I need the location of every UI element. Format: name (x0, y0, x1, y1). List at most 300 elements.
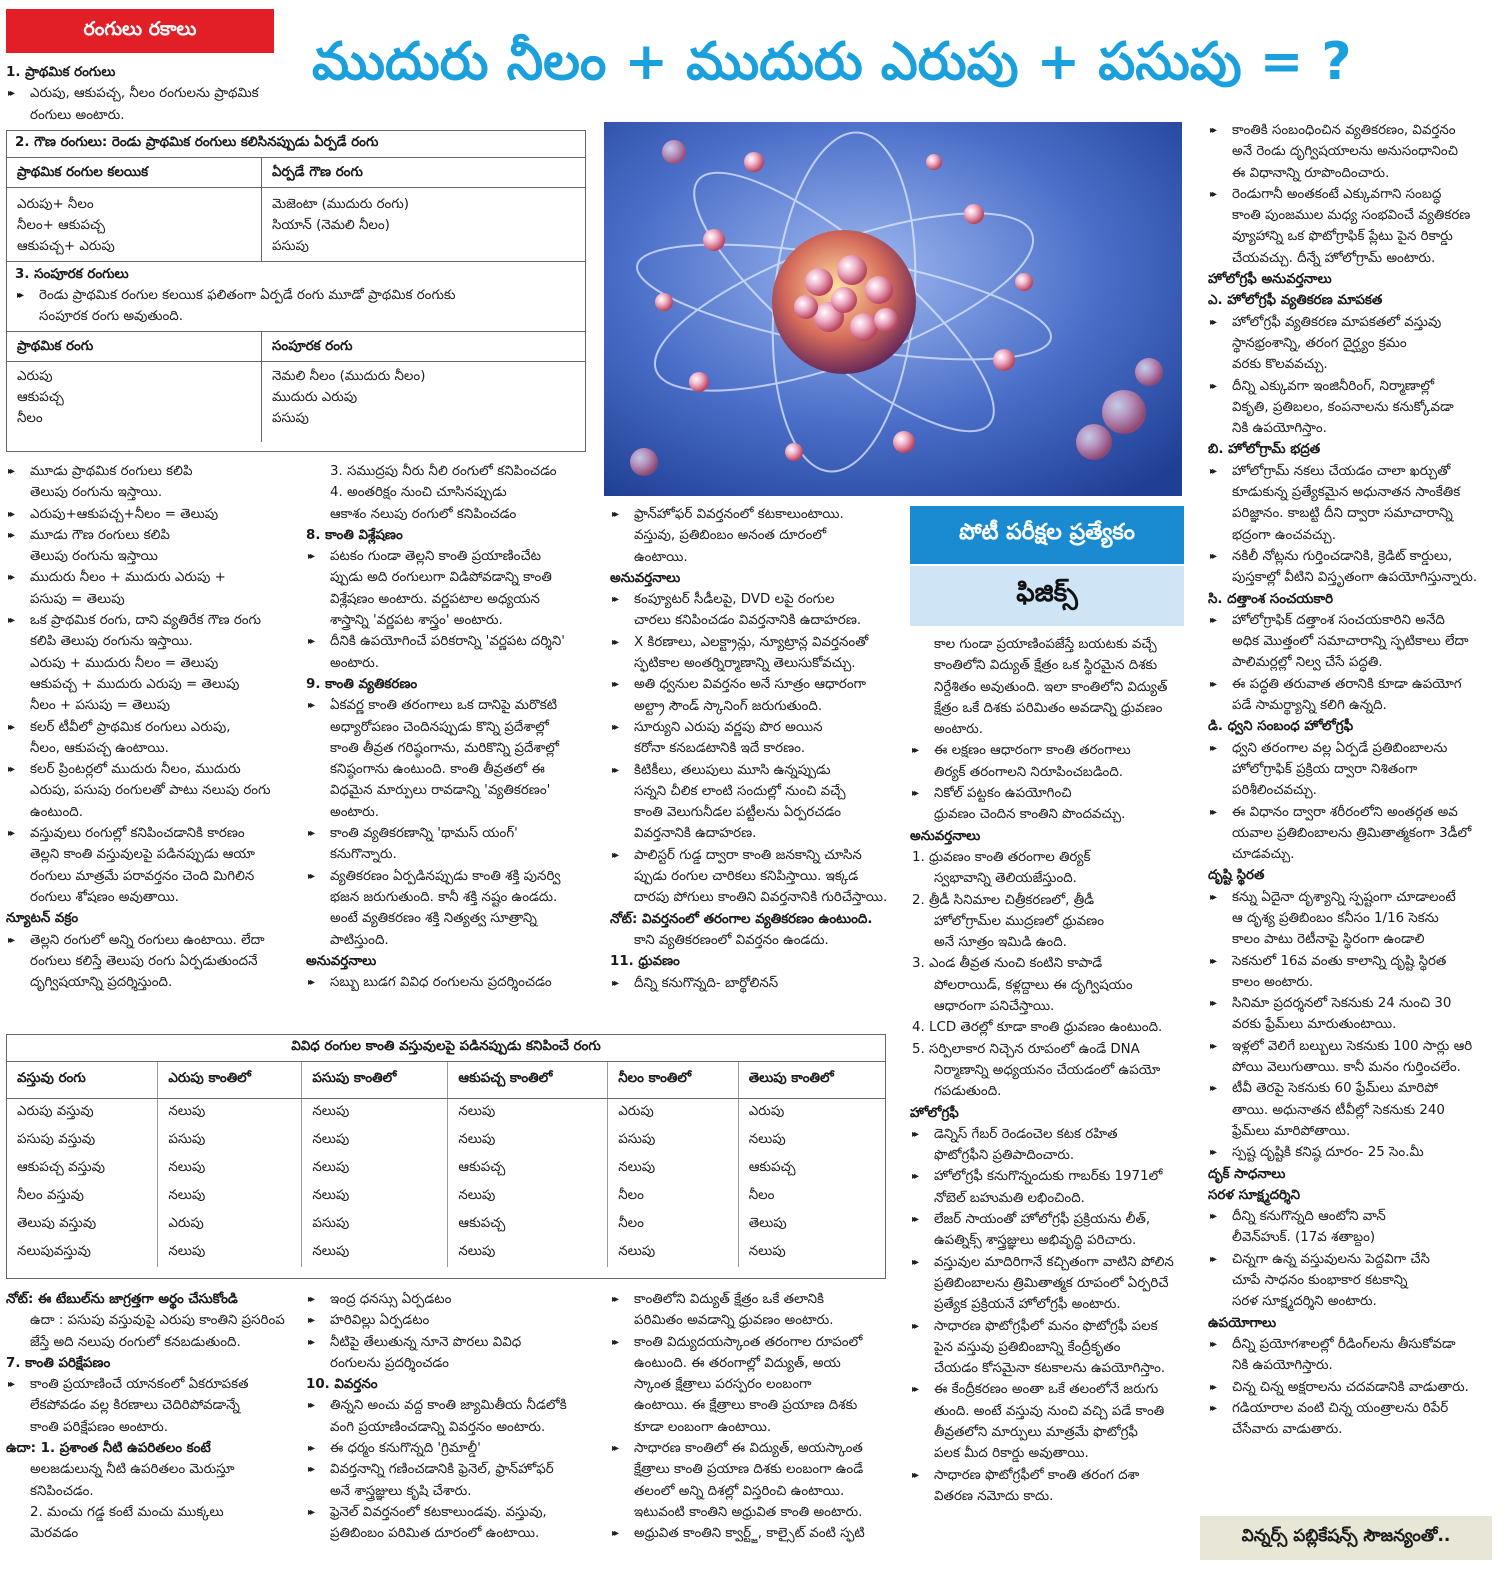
col-e-line: ▸▸ హోలోగ్రఫీ వ్యతికరణ మాపకతలో వస్తువు (1208, 312, 1506, 333)
col-c-line: ▸▸ ఫ్రాన్‌హోఫర్ వివర్తనంలో కటకాలుంటాయి. (610, 504, 890, 525)
column-e (1208, 120, 1506, 1514)
col-f-line: నోట్: ఈ టేబుల్‌ను జాగ్రత్తగా అర్థం చేసుకోండి (6, 1292, 238, 1307)
col-a-line: ఎరుపు, పసుపు రంగులతో పాటు నలుపు రంగు (30, 783, 271, 799)
table2-cell: ఆకుపచ్చ (448, 1211, 608, 1239)
col-c-line: దారపు పోగులు కాంతిని వివర్తనానికి గురిచేస్తాయి. (634, 890, 888, 906)
col-h-line: క్షేత్రాలు కాంతి ప్రయాణ దిశకు లంబంగా ఉండే (634, 1462, 864, 1478)
table-row (7, 1239, 885, 1267)
col-e-line: ▸▸ దీన్ని ఎక్కువగా ఇంజినీరింగ్, నిర్మాణాల్లో (1208, 376, 1506, 397)
col-g-line: రంగులను ప్రదర్శించడం (330, 1355, 449, 1371)
col-d-line: కాల గుండా ప్రయాణింపజేస్తే బయటకు వచ్చే (934, 637, 1157, 652)
col-d-line: హోలోగ్రామ్‌ల ముద్రణలో ధ్రువణం (934, 913, 1105, 929)
col-c-line: అల్ట్రా సౌండ్ స్కానింగ్ జరుగుతుంది. (634, 698, 823, 714)
col-e-line: ▸▸ ఈ పద్ధతి తరువాత తరానికి కూడా ఉపయోగ (1208, 674, 1506, 695)
col-e-line: ▸▸ రెండుగానీ అంతకంటే ఎక్కువగాని సంబద్ధ (1208, 184, 1506, 205)
col-e-line: పుస్తకాల్లో వీటిని విస్తృతంగా ఉపయోగిస్తున్నారు. (1232, 570, 1478, 586)
col-b-line: విశ్లేషణం అంటారు. వర్ణపటాల అధ్యయన (330, 591, 540, 607)
col-e-line: అనే రెండు దృగ్విషయాలను అనుసంధానించి (1232, 144, 1458, 160)
col-e-line: ▸▸ టీవీ తెరపై సెకనుకు 60 ఫ్రేమ్‌లు మారిపో (1208, 1078, 1506, 1099)
left-top-column (6, 62, 296, 128)
col-e-line: చూడవచ్చు. (1232, 847, 1295, 863)
col-e-line: వరకు కొలవవచ్చు. (1232, 357, 1328, 373)
col-d-line: పోలరాయిడ్, కళ్లద్దాలు ఈ దృగ్విషయం (934, 977, 1133, 993)
col-h-line: ▸▸ కాంతి విద్యుదయస్కాంత తరంగాల రూపంలో (610, 1332, 892, 1353)
table1-cell: పసుపు (272, 411, 309, 426)
col-d-line: ఆధారంగా పనిచేస్తాయి. (934, 999, 1055, 1015)
col-c-line: సన్నని చీలిక లాంటి సందుల్లో నుంచి వచ్చే (634, 783, 846, 799)
col-a-line: ఎరుపు + ముదురు నీలం = తెలుపు (30, 655, 219, 671)
atom-icon (604, 122, 1182, 496)
table2-cell: నలుపు (302, 1239, 448, 1267)
atom-illustration (604, 122, 1182, 496)
col-b-line: అనువర్తనాలు (306, 953, 377, 969)
col-d-line: ధ్రువణం చెందిన కాంతిని పొందవచ్చు. (934, 807, 1126, 823)
table2-cell: తెలుపు (748, 1216, 787, 1231)
col-c-line: కాంతి వెలుగునీడల పట్టీలను ఏర్పరచడం (634, 805, 842, 821)
col-b-line: ▸▸ కాంతి వ్యతికరణాన్ని 'థామస్ యంగ్' (306, 823, 594, 844)
complementary-line-2: సంపూరక రంగు అవుతుంది. (39, 309, 183, 324)
col-f-line: అలజడులున్న నీటి ఉపరితలం మెరుస్తూ (30, 1462, 235, 1478)
col-h-line: ఉంటుంది. ఈ తరంగాల్లో విద్యుత్, అయ (634, 1355, 841, 1371)
col-e-line: ▸▸ గడియారాల వంటి చిన్న యంత్రాలను రిపేర్ (1208, 1398, 1506, 1419)
col-e-line: పరిశీలించవచ్చు. (1232, 783, 1317, 799)
table1-header: ప్రాథమిక రంగు (7, 332, 262, 362)
column-b (306, 461, 594, 1027)
col-e-line: పరిజ్ఞానం. కాబట్టి దీని ద్వారా సమాచారాన్ని (1232, 506, 1453, 522)
col-e-line: ఈ విధానాన్ని రూపొందించారు. (1232, 165, 1390, 181)
table1-cell: నీలం+ ఆకుపచ్చ (17, 218, 106, 233)
col-e-line: ▸▸ ఇళ్లలో వెలిగే బల్బులు సెకనుకు 100 సార్లు ఆరి (1208, 1036, 1506, 1057)
table2-caption: వివిధ రంగుల కాంతి వస్తువులపై పడినప్పుడు కనిపించే రంగు (7, 1035, 885, 1062)
col-f-line: ఉదా : పసుపు వస్తువుపై ఎరుపు కాంతిని ప్రసరింప (30, 1313, 285, 1329)
col-a-line: ▸▸ కలర్ టీవీలో ప్రాథమిక రంగులు ఎరుపు, (6, 717, 292, 738)
col-g-line: ▸▸ ఫ్రెనెల్ వివర్తనంలో కటకాలుండవు. వస్తువు, (306, 1502, 596, 1523)
table-row (7, 1155, 885, 1183)
col-b-line: కాంతి తీవ్రత గరిష్ఠంగాను, మరికొన్ని ప్రదేశాల్లో (330, 740, 560, 756)
table-row (7, 1099, 885, 1128)
col-h-line: ▸▸ సాధారణ కాంతిలో ఈ విద్యుత్, అయస్కాంత (610, 1438, 892, 1459)
col-d-line: ▸▸ ఈ కేంద్రీకరణం అంతా ఒకే తలంలోనే జరుగు (910, 1379, 1194, 1400)
complementary-definition: ▸▸ రెండు ప్రాథమిక రంగుల కలయిక ఫలితంగా ఏర్పడే రంగు మూడో ప్రాథమిక రంగుకు సంపూరక రంగు అవుతుంది. (17, 288, 456, 324)
col-h-line: కూడా లంబంగా ఉంటాయి. (634, 1419, 772, 1435)
col-e-line: పాలిమర్లల్లో నిల్వ చేసే పద్ధతి. (1232, 655, 1383, 671)
col-d-line: ▸▸ లేజర్ సాయంతో హోలోగ్రఫీ ప్రక్రియను లీత్, (910, 1209, 1194, 1230)
complementary-section (7, 262, 585, 332)
col-g-line: ▸▸ నీటిపై తేలుతున్న నూనె పొరలు వివిధ (306, 1332, 596, 1353)
col-g-line: ▸▸ వివర్తనాన్ని గణించడానికి ఫ్రెనెల్, ఫ్రాన్‌హోఫర్ (306, 1459, 596, 1480)
col-a-line: ఆకుపచ్చ + ముదురు ఎరుపు = తెలుపు (30, 676, 240, 692)
col-c-line: ఉంటాయి. (634, 549, 688, 565)
col-c-line: వివర్తనానికి ఉదాహరణ. (634, 826, 757, 842)
col-a-line: రంగులు కలిస్తే తెలుపు రంగు ఏర్పడుతుందనే (30, 953, 258, 969)
col-d-line: తిర్యక్ తరంగాలని నిరూపించబడింది. (934, 764, 1124, 780)
col-a-line: రంగులు మాత్రమే పరావర్తనం చెంది మిగిలిన (30, 868, 255, 884)
col-g-line: ▸▸ హరివిల్లు ఏర్పడటం (306, 1310, 596, 1331)
table1-cell: నెమలి నీలం (ముదురు నీలం) (272, 369, 426, 384)
col-a-line: దృగ్విషయాన్ని ప్రదర్శిస్తుంది. (30, 975, 173, 991)
complementary-colors-title: 3. సంపూరక రంగులు (15, 267, 129, 282)
col-e-line: ▸▸ చిన్నగా ఉన్న వస్తువులను పెద్దవిగా చేసి (1208, 1249, 1506, 1270)
table2-cell: ఆకుపచ్చ (448, 1155, 608, 1183)
col-e-line: యవాల ప్రతిబింబాలను త్రిమితాత్మకంగా 3డీలో (1232, 825, 1472, 841)
col-e-line: ▸▸ సెకనులో 16వ వంతు కాలాన్ని దృష్టి స్థిరత (1208, 951, 1506, 972)
table2-cell: ఎరుపు (158, 1211, 302, 1239)
col-c-line: ▸▸ పాలిస్టర్ గుడ్డ ద్వారా కాంతి జనకాన్ని చూసిన (610, 845, 890, 866)
column-a (6, 461, 292, 1027)
col-e-line: చేయవచ్చు. దీన్నే హోలోగ్రామ్ అంటారు. (1232, 250, 1436, 266)
col-d-line: ▸▸ డెన్నిస్ గేబర్ రెండంచెల కటక రహిత (910, 1124, 1194, 1145)
section-tag: రంగులు రకాలు (6, 9, 274, 53)
col-d-line: ▸▸ వస్తువుల మాదిరిగానే కచ్చితంగా వాటిని పోలిన (910, 1252, 1194, 1273)
col-d-line: నిర్దేశితం అవుతుంది. ఇలా కాంతిలోని విద్యుత్ (934, 679, 1168, 695)
left-top-line: రంగులు అంటారు. (30, 107, 125, 123)
col-e-line: కూడుకున్న ప్రత్యేకమైన అధునాతన సాంకేతిక (1232, 485, 1461, 501)
col-b-line: అధ్యారోపణం చెందినప్పుడు కొన్ని ప్రదేశాల్లో (330, 719, 549, 735)
colors-table (6, 130, 586, 452)
col-g-line: ప్రతిబింబం పరిమిత దూరంలో ఉంటాయి. (330, 1526, 540, 1542)
col-f-line: జేస్తే అది నలుపు రంగులో కనబడుతుంది. (30, 1334, 241, 1350)
col-b-line: ▸▸ వ్యతికరణం ఏర్పడినప్పుడు కాంతి శక్తి పునర్వి (306, 866, 594, 887)
col-c-line: అనువర్తనాలు (610, 570, 681, 586)
col-g-line: ▸▸ ఇంద్ర ధనస్సు ఏర్పడటం (306, 1289, 596, 1310)
col-e-line: సరళ సూక్ష్మదర్శిని (1208, 1187, 1300, 1203)
table2-cell: నలుపు (158, 1099, 302, 1128)
col-e-line: ▸▸ హోలోగ్రాఫిక్ దత్తాంశ సంచయకారిని అనేది (1208, 610, 1506, 631)
col-e-line: ▸▸ ఈ విధానం ద్వారా శరీరంలోని అంతర్గత అవ (1208, 802, 1506, 823)
complementary-line-1: రెండు ప్రాథమిక రంగుల కలయిక ఫలితంగా ఏర్పడే రంగు మూడో ప్రాథమిక రంగుకు (39, 288, 456, 303)
col-e-line: ▸▸ సినిమా ప్రదర్శనలో సెకనుకు 24 నుంచి 30 (1208, 993, 1506, 1014)
col-e-line: ఆ దృశ్య ప్రతిబింబం కనీసం 1/16 సెకను (1232, 910, 1439, 926)
col-h-line: ▸▸ అధ్రువిత కాంతిని క్వార్ట్జ్, కాల్సైట్ వంటి స్ఫటి (610, 1523, 892, 1544)
column-c (610, 504, 890, 1028)
col-d-line: ▸▸ సాధారణ ఫొటోగ్రఫీలో కాంతి తరంగ దశా (910, 1465, 1194, 1486)
subject-banner: ఫిజిక్స్ (910, 566, 1184, 626)
col-d-line: ▸▸ హోలోగ్రఫీ కనుగొన్నందుకు గాబర్‌కు 1971లో (910, 1166, 1194, 1187)
table-row (7, 1183, 885, 1211)
col-e-line: ఫ్రేమ్‌లు మారిపోతాయి. (1232, 1123, 1351, 1139)
col-d-line: చేయడం కోసమైనా కటకాలను ఉపయోగిస్తాం. (934, 1361, 1166, 1377)
col-h-line: ▸▸ కాంతిలోని విద్యుత్ క్షేత్రం ఒకే తలానికి (610, 1289, 892, 1310)
col-a-line: నీలం, ఆకుపచ్చ ఉంటాయి. (30, 740, 169, 756)
table2-header: పసుపు కాంతిలో (302, 1062, 448, 1099)
col-a-line: కలిపి తెలుపు రంగును ఇస్తాయి. (30, 634, 193, 650)
col-d-line: ప్రత్యేక ప్రక్రియనే హోలోగ్రఫీ అంటారు. (934, 1297, 1121, 1313)
table1-cell: ఆకుపచ్చ (17, 390, 64, 405)
col-g-line: 10. వివర్తనం (306, 1377, 378, 1393)
col-e-line: ▸▸ ధ్వని తరంగాల వల్ల ఏర్పడే ప్రతిబింబాలను (1208, 738, 1506, 759)
col-d-line: కాంతిలోని విద్యుత్ క్షేత్రం ఒక స్థిరమైన దిశకు (934, 658, 1158, 674)
col-e-line: తాయి. అధునాతన టీవీల్లో సెకనుకు 240 (1232, 1102, 1445, 1118)
col-e-line: ▸▸ చిన్న చిన్న అక్షరాలను చదవడానికి వాడుతారు. (1208, 1377, 1506, 1398)
col-d-line: పైన వస్తువు ప్రతిబింబాన్ని కేంద్రీకృతం (934, 1339, 1121, 1355)
col-d-line: 1. ధ్రువణం కాంతి తరంగాల తిర్యక్ (912, 849, 1091, 865)
table2-cell: పసుపు (158, 1127, 302, 1155)
col-a-line: ▸▸ మూడు గౌణ రంగులు కలిపి (6, 525, 292, 546)
table1-cell: పసుపు (272, 239, 309, 254)
col-e-line: ▸▸ స్పష్ట దృష్టికి కనిష్ఠ దూరం- 25 సెం.మీ (1208, 1142, 1506, 1163)
col-e-line: ▸▸ హోలోగ్రామ్ నకలు చేయడం చాలా ఖర్చుతో (1208, 461, 1506, 482)
table2-cell: నలుపు (302, 1127, 448, 1155)
col-b-line: అంటే వ్యతికరణం శక్తి నిత్యత్వ సూత్రాన్ని (330, 911, 537, 927)
col-b-line: విధమైన మార్పులు రావడాన్ని 'వ్యతికరణం' (330, 783, 551, 799)
table2-cell: నలుపు (158, 1155, 302, 1183)
col-h-line: స్కాంత క్షేత్రాలు పరస్పరం లంబంగా (634, 1377, 812, 1393)
col-d-line: ▸▸ నికోల్ పట్టకం ఉపయోగించి (910, 783, 1194, 804)
col-b-line: కనిష్ఠంగాను ఉంటుంది. కాంతి తీవ్రతలో ఈ (330, 762, 545, 778)
col-g-line: అనే శాస్త్రజ్ఞులు కృషి చేశారు. (330, 1483, 472, 1499)
table2-cell: నలుపు (448, 1239, 608, 1267)
col-f-line: ▸▸ కాంతి ప్రయాణించే యానకంలో ఏకరూపకత (6, 1374, 298, 1395)
table1-cell: నీలం (17, 411, 43, 426)
col-a-line: ▸▸ మూడు ప్రాథమిక రంగులు కలిపి (6, 461, 292, 482)
column-f (6, 1289, 298, 1559)
col-e-line: ఎ. హోలోగ్రఫీ వ్యతికరణ మాపకత (1208, 293, 1383, 309)
table2-cell: నలుపు (748, 1132, 786, 1147)
col-b-line: 3. సముద్రపు నీరు నీలి రంగులో కనిపించడం (330, 464, 557, 479)
table2-cell: నలుపు (302, 1183, 448, 1211)
table1-header: ఏర్పడే గౌణ రంగు (262, 158, 585, 188)
table1-cell: సియాన్ (నెమలి నీలం) (272, 218, 390, 233)
table2-cell: నలుపు (608, 1155, 738, 1183)
exam-special-banner: పోటీ పరీక్షల ప్రత్యేకం (910, 506, 1184, 564)
table1-cell: ఆకుపచ్చ+ ఎరుపు (17, 239, 115, 254)
col-d-line: ఫొటోగ్రఫీని ప్రతిపాదించారు. (934, 1148, 1075, 1164)
table2-cell: నలుపువస్తువు (7, 1239, 158, 1267)
secondary-colors-title: 2. గౌణ రంగులు: రెండు ప్రాథమిక రంగులు కలిసినప్పుడు ఏర్పడే రంగు (7, 131, 585, 158)
table2-cell: పసుపు (608, 1127, 738, 1155)
col-f-line: కనిపించడం. (30, 1483, 94, 1499)
col-e-line: వ్యూహాన్ని ఒక ఫొటోగ్రాఫిక్ ప్లేటు పైన రికార్డు (1232, 229, 1453, 245)
col-a-line: న్యూటన్ వక్రం (6, 911, 79, 927)
col-e-line: చేసేవారు వాడుతారు. (1232, 1422, 1343, 1438)
col-e-line: లీవెన్‌హుక్. (17వ శతాబ్దం) (1232, 1230, 1376, 1246)
col-f-line: ఉదా: 1. ప్రశాంత నీటి ఉపరితలం కంటే (6, 1441, 211, 1457)
table2-cell: ఎరుపు (608, 1099, 738, 1128)
col-e-line: ▸▸ కన్ను ఏదైనా దృశ్యాన్ని స్పష్టంగా చూడాలంటే (1208, 887, 1506, 908)
col-e-line: డి. ధ్వని సంబంధ హోలోగ్రఫీ (1208, 719, 1354, 735)
col-e-line: దృక్ సాధనాలు (1208, 1166, 1286, 1182)
col-d-line: గపడుతుంది. (934, 1084, 1002, 1100)
col-e-line: అధిక మొత్తంలో సమాచారాన్ని స్ఫటికాలు లేదా (1232, 634, 1469, 650)
column-d (910, 634, 1194, 1510)
col-e-line: కాలం పాటు రెటీనాపై స్థిరంగా ఉండాలి (1232, 932, 1425, 948)
table2-cell: నలుపు (158, 1183, 302, 1211)
table1-cell: ముదురు ఎరుపు (272, 390, 358, 405)
table2-header: వస్తువు రంగు (7, 1062, 158, 1099)
col-e-line: హోలోగ్రఫీ అనువర్తనాలు (1208, 272, 1332, 288)
table2-header: ఆకుపచ్చ కాంతిలో (448, 1062, 608, 1099)
col-e-line: బి. హోలోగ్రామ్ భద్రత (1208, 442, 1321, 458)
col-a-line: ఉంటుంది. (30, 804, 83, 820)
table-row (7, 1127, 885, 1155)
table2-cell: ఆకుపచ్చ వస్తువు (7, 1155, 158, 1183)
col-f-line: కాంతి పరిక్షేపణం అంటారు. (30, 1419, 169, 1435)
table2-header: నీలం కాంతిలో (608, 1062, 738, 1099)
col-e-line: కాలం అంటారు. (1232, 974, 1314, 990)
col-b-line: పాటిస్తుంది. (330, 932, 389, 948)
col-e-line: వికృతి, ప్రతిబలం, కంపనాలను కనుక్కోవడా (1232, 399, 1454, 415)
col-c-line: ▸▸ X కిరణాలు, ఎలక్ట్రాన్లు, న్యూట్రాన్ల వివర్తనంతో (610, 632, 890, 653)
col-b-line: ఆకాశం నలుపు రంగులో కనిపించడం (330, 506, 517, 522)
col-d-line: ▸▸ ఈ లక్షణం ఆధారంగా కాంతి తరంగాలు (910, 740, 1194, 761)
column-h (610, 1289, 892, 1559)
col-e-line: కాంతి పుంజముల మధ్య సంభవించే వ్యతికరణ (1232, 208, 1471, 224)
col-d-line: 3. ఎండ తీవ్రత నుంచి కంటిని కాపాడే (912, 956, 1103, 972)
table2-header: తెలుపు కాంతిలో (738, 1062, 885, 1099)
col-b-line: ▸▸ సబ్బు బుడగ వివిధ రంగులను ప్రదర్శించడం (306, 972, 594, 993)
col-c-line: వస్తువు, ప్రతిబింబం అనంత దూరంలో (634, 528, 827, 544)
table1-cell: మెజెంటా (ముదురు రంగు) (272, 197, 409, 212)
column-g (306, 1289, 596, 1559)
col-e-line: ▸▸ నకిలీ నోట్లను గుర్తించడానికి, క్రెడిట్ కార్డులు, (1208, 546, 1506, 567)
table2-cell: నలుపు (448, 1183, 608, 1211)
col-d-line: ప్రతిబింబాలను త్రిమితాత్మక రూపంలో ఏర్పరిచే (934, 1275, 1169, 1291)
col-a-line: తెలుపు రంగును ఇస్తాయి. (30, 485, 163, 501)
col-a-line: తెల్లని కాంతి వస్తువులపై పడినప్పుడు ఆయా (30, 847, 255, 863)
col-c-line: చారలు కనిపించడం వివర్తనానికి ఉదాహరణ. (634, 613, 862, 629)
col-a-line: రంగులు శోషణం అవుతాయి. (30, 889, 179, 905)
object-color-table (6, 1034, 886, 1279)
col-c-line: నోట్: వివర్తనంలో తరంగాల వ్యతికరణం ఉంటుంది. (610, 911, 873, 927)
table2-cell: నలుపు (448, 1127, 608, 1155)
col-e-line: సి. దత్తాంశ సంచయకారి (1208, 591, 1334, 607)
table1-header: సంపూరక రంగు (262, 332, 585, 362)
col-c-line: ప్పుడు రంగుల చారికలు కనిపిస్తాయి. ఇక్కడ (634, 869, 859, 885)
table2-cell: నలుపు (302, 1099, 448, 1128)
col-e-line: పడే సామర్థ్యాన్ని కలిగి ఉన్నది. (1232, 698, 1387, 714)
col-h-line: ఇటువంటి కాంతిని అధ్రువిత కాంతి అంటారు. (634, 1504, 863, 1520)
table1-cell: ఎరుపు (17, 369, 53, 384)
col-e-line: దృష్టి స్థిరత (1208, 868, 1265, 884)
table2-cell: నీలం (608, 1183, 738, 1211)
col-d-line: వితరణ నమోదు కాదు. (934, 1488, 1054, 1504)
table1-cell: ఎరుపు+ నీలం (17, 197, 94, 212)
col-c-line: ▸▸ దీన్ని కనుగొన్నది- బార్థోలినస్ (610, 973, 890, 994)
col-b-line: కనుగొన్నారు. (330, 847, 397, 863)
col-c-line: ▸▸ అతి ధ్వనుల వివర్తనం అనే సూత్రం ఆధారంగా (610, 674, 890, 695)
col-c-line: 11. ధ్రువణం (610, 954, 680, 970)
col-h-line: ఉంటాయి. ఈ క్షేత్రాలు కాంతి ప్రయాణ దిశకు (634, 1398, 858, 1414)
table2-cell: నీలం (608, 1211, 738, 1239)
col-b-line: అంటారు. (330, 804, 379, 820)
col-c-line: ▸▸ కంప్యూటర్ సీడీలపై, DVD లపై రంగుల (610, 589, 890, 610)
col-c-line: కాని వ్యతికరణంలో వివర్తనం ఉండదు. (634, 932, 829, 948)
col-a-line: పసుపు = తెలుపు (30, 591, 125, 607)
col-b-line: ▸▸ ఏకవర్ణ కాంతి తరంగాలు ఒక దానిపై మరొకటి (306, 695, 594, 716)
col-e-line: సరళ సూక్ష్మదర్శిని అంటారు. (1232, 1294, 1377, 1310)
col-e-line: నికి ఉపయోగిస్తారు. (1232, 1358, 1333, 1374)
col-d-line: ▸▸ సాధారణ ఫొటోగ్రఫీలో మనం ఫొటోగ్రఫీ పలక (910, 1316, 1194, 1337)
col-d-line: క్షేత్రం ఒకే దిశకు పరిమితం అవడాన్ని ధ్రువణం (934, 700, 1163, 716)
col-h-line: తలంలో అన్ని దిశల్లో విస్తరించి ఉంటాయి. (634, 1483, 845, 1499)
table2-header: ఎరుపు కాంతిలో (158, 1062, 302, 1099)
col-f-line: 7. కాంతి పరిక్షేపణం (6, 1355, 111, 1371)
col-g-line: ▸▸ తిన్నని అంచు వద్ద కాంతి జ్యామితీయ నీడలోకి (306, 1395, 596, 1416)
col-d-line: అనువర్తనాలు (910, 828, 981, 844)
col-d-line: 4. LCD తెరల్లో కూడా కాంతి ధ్రువణం ఉంటుంది. (912, 1020, 1163, 1036)
col-b-line: భజన జరుగుతుంది. కానీ శక్తి నష్టం ఉండదు. (330, 889, 558, 905)
col-a-line: ▸▸ ఒక ప్రాథమిక రంగు, దాని వ్యతిరేక గౌణ రంగు (6, 610, 292, 631)
col-d-line: తీవ్రతలోని మార్పులు మాత్రమే ఫొటోగ్రఫీ (934, 1424, 1138, 1440)
publisher-credit: విన్నర్స్ పబ్లికేషన్స్ సౌజన్యంతో.. (1200, 1516, 1492, 1560)
col-e-line: స్థానభ్రంశాన్ని, తరంగ దైర్ఘ్యం క్రమం (1232, 335, 1407, 351)
col-d-line: అనే సూత్రం ఇమిడి ఉంది. (934, 935, 1067, 951)
col-b-line: 9. కాంతి వ్యతికరణం (306, 676, 418, 692)
col-e-line: హోలోగ్రాఫిక్ ప్రక్రియ ద్వారా నిశితంగా (1232, 761, 1418, 777)
col-b-line: 4. అంతరిక్షం నుంచి చూసినప్పుడు (330, 485, 507, 501)
col-a-line: ▸▸ వస్తువులు రంగుల్లో కనిపించడానికి కారణం (6, 823, 292, 844)
col-h-line: పరిమితం అవడాన్ని ధ్రువణం అంటారు. (634, 1313, 834, 1329)
col-d-line: తుంది. అంటే వస్తువు నుంచి వచ్చి పడే కాంతి (934, 1403, 1165, 1419)
col-c-line: ▸▸ కిటికీలు, తలుపులు మూసి ఉన్నప్పుడు (610, 760, 890, 781)
table2-cell: పసుపు వస్తువు (7, 1127, 158, 1155)
col-d-line: 5. సర్పిలాకార నిచ్చెన రూపంలో ఉండే DNA (912, 1041, 1140, 1057)
col-c-line: కరోనా కనబడటానికి ఇదే కారణం. (634, 741, 806, 757)
col-a-line: నీలం + పసుపు = తెలుపు (30, 698, 170, 714)
col-d-line: పలక మీద రికార్డు అవుతాయి. (934, 1446, 1089, 1462)
table-row (7, 1211, 885, 1239)
headline: ముదురు నీలం + ముదురు ఎరుపు + పసుపు = ? (312, 32, 1352, 92)
table2-cell: నలుపు (748, 1244, 786, 1259)
table2-cell: నలుపు (302, 1155, 448, 1183)
col-f-line: 2. మంచు గడ్డ కంటే మంచు ముక్కలు (30, 1504, 224, 1520)
table2-cell: నలుపు (448, 1099, 608, 1128)
col-a-line: తెలుపు రంగును ఇస్తాయి (30, 549, 158, 565)
col-d-line: హోలోగ్రఫీ (910, 1105, 959, 1121)
col-d-line: 2. త్రీడీ సినిమాల చిత్రీకరణలో, త్రీడీ (912, 892, 1095, 908)
col-e-line: ▸▸ దీన్ని ప్రయోగశాలల్లో రీడింగ్‌లను తీసుకోవడా (1208, 1334, 1506, 1355)
table2-cell: నీలం (748, 1188, 775, 1203)
col-e-line: చూపే సాధనం కుంభాకార కటకాన్ని (1232, 1273, 1408, 1289)
table2-cell: నీలం వస్తువు (7, 1183, 158, 1211)
table2-cell: ఆకుపచ్చ (748, 1160, 796, 1175)
table2-cell: ఎరుపు వస్తువు (7, 1099, 158, 1128)
left-top-line: ▸▸ ఎరుపు, ఆకుపచ్చ, నీలం రంగులను ప్రాథమిక (6, 83, 296, 104)
col-f-line: లేకపోవడం వల్ల కిరణాలు చెదిరిపోవడాన్నే (30, 1398, 240, 1414)
left-top-line: 1. ప్రాథమిక రంగులు (6, 65, 116, 80)
col-d-line: అంటారు. (934, 722, 983, 738)
col-b-line: శాస్త్రాన్ని 'వర్ణపట శాస్త్రం' అంటారు. (330, 613, 503, 629)
col-c-line: స్ఫటికాల అంతర్నిర్మాణాన్ని తెలుసుకోవచ్చు. (634, 656, 856, 672)
table2-cell: నలుపు (158, 1239, 302, 1267)
col-d-line: నోబెల్ బహుమతి లభించింది. (934, 1190, 1085, 1206)
col-d-line: నిర్మాణాన్ని అధ్యయనం చేయడంలో ఉపయో (934, 1062, 1161, 1078)
col-b-line: ▸▸ పటకం గుండా తెల్లని కాంతి ప్రయాణించేట (306, 546, 594, 567)
col-g-line: వంగి ప్రయాణించడాన్ని వివర్తనం అంటారు. (330, 1419, 546, 1435)
col-e-line: భద్రంగా ఉంచవచ్చు. (1232, 527, 1336, 543)
col-d-line: స్వభావాన్ని తెలియజేస్తుంది. (934, 871, 1077, 887)
col-e-line: ▸▸ దీన్ని కనుగొన్నది ఆంటోని వాన్ (1208, 1206, 1506, 1227)
col-f-line: మెరవడం (30, 1526, 79, 1542)
col-e-line: వరకు ఫ్రేమ్‌లు మారుతుంటాయి. (1232, 1017, 1397, 1033)
col-a-line: ▸▸ ముదురు నీలం + ముదురు ఎరుపు + (6, 567, 292, 588)
col-a-line: ▸▸ తెల్లని రంగులో అన్ని రంగులు ఉంటాయి. లేదా (6, 930, 292, 951)
col-b-line: ▸▸ దీనికి ఉపయోగించే పరికరాన్ని 'వర్ణపట దర్శిని' (306, 631, 594, 652)
col-e-line: నికి ఉపయోగిస్తాం. (1232, 421, 1327, 437)
col-d-line: ఉపత్నిక్స్ శాస్త్రజ్ఞులు అభివృద్ధి పరిచారు. (934, 1233, 1137, 1249)
col-e-line: పోయి వెలుగుతాయి. కానీ మనం గుర్తించలేం. (1232, 1060, 1461, 1076)
table2-cell: ఎరుపు (748, 1104, 785, 1119)
col-b-line: 8. కాంతి విశ్లేషణం (306, 527, 403, 543)
col-a-line: ▸▸ ఎరుపు+ఆకుపచ్చ+నీలం = తెలుపు (6, 504, 292, 525)
col-g-line: ▸▸ ఈ ధర్మం కనుగొన్నది 'గ్రిమాల్డీ' (306, 1438, 596, 1459)
table1-header: ప్రాథమిక రంగుల కలయిక (7, 158, 262, 188)
table2-cell: నలుపు (608, 1239, 738, 1267)
col-e-line: ▸▸ కాంతికి సంబంధించిన వ్యతికరణం, వివర్తనం (1208, 120, 1506, 141)
col-e-line: ఉపయోగాలు (1208, 1315, 1277, 1331)
table2-cell: తెలుపు వస్తువు (7, 1211, 158, 1239)
col-c-line: ▸▸ సూర్యుని ఎరుపు వర్ణపు పొర అయిన (610, 717, 890, 738)
